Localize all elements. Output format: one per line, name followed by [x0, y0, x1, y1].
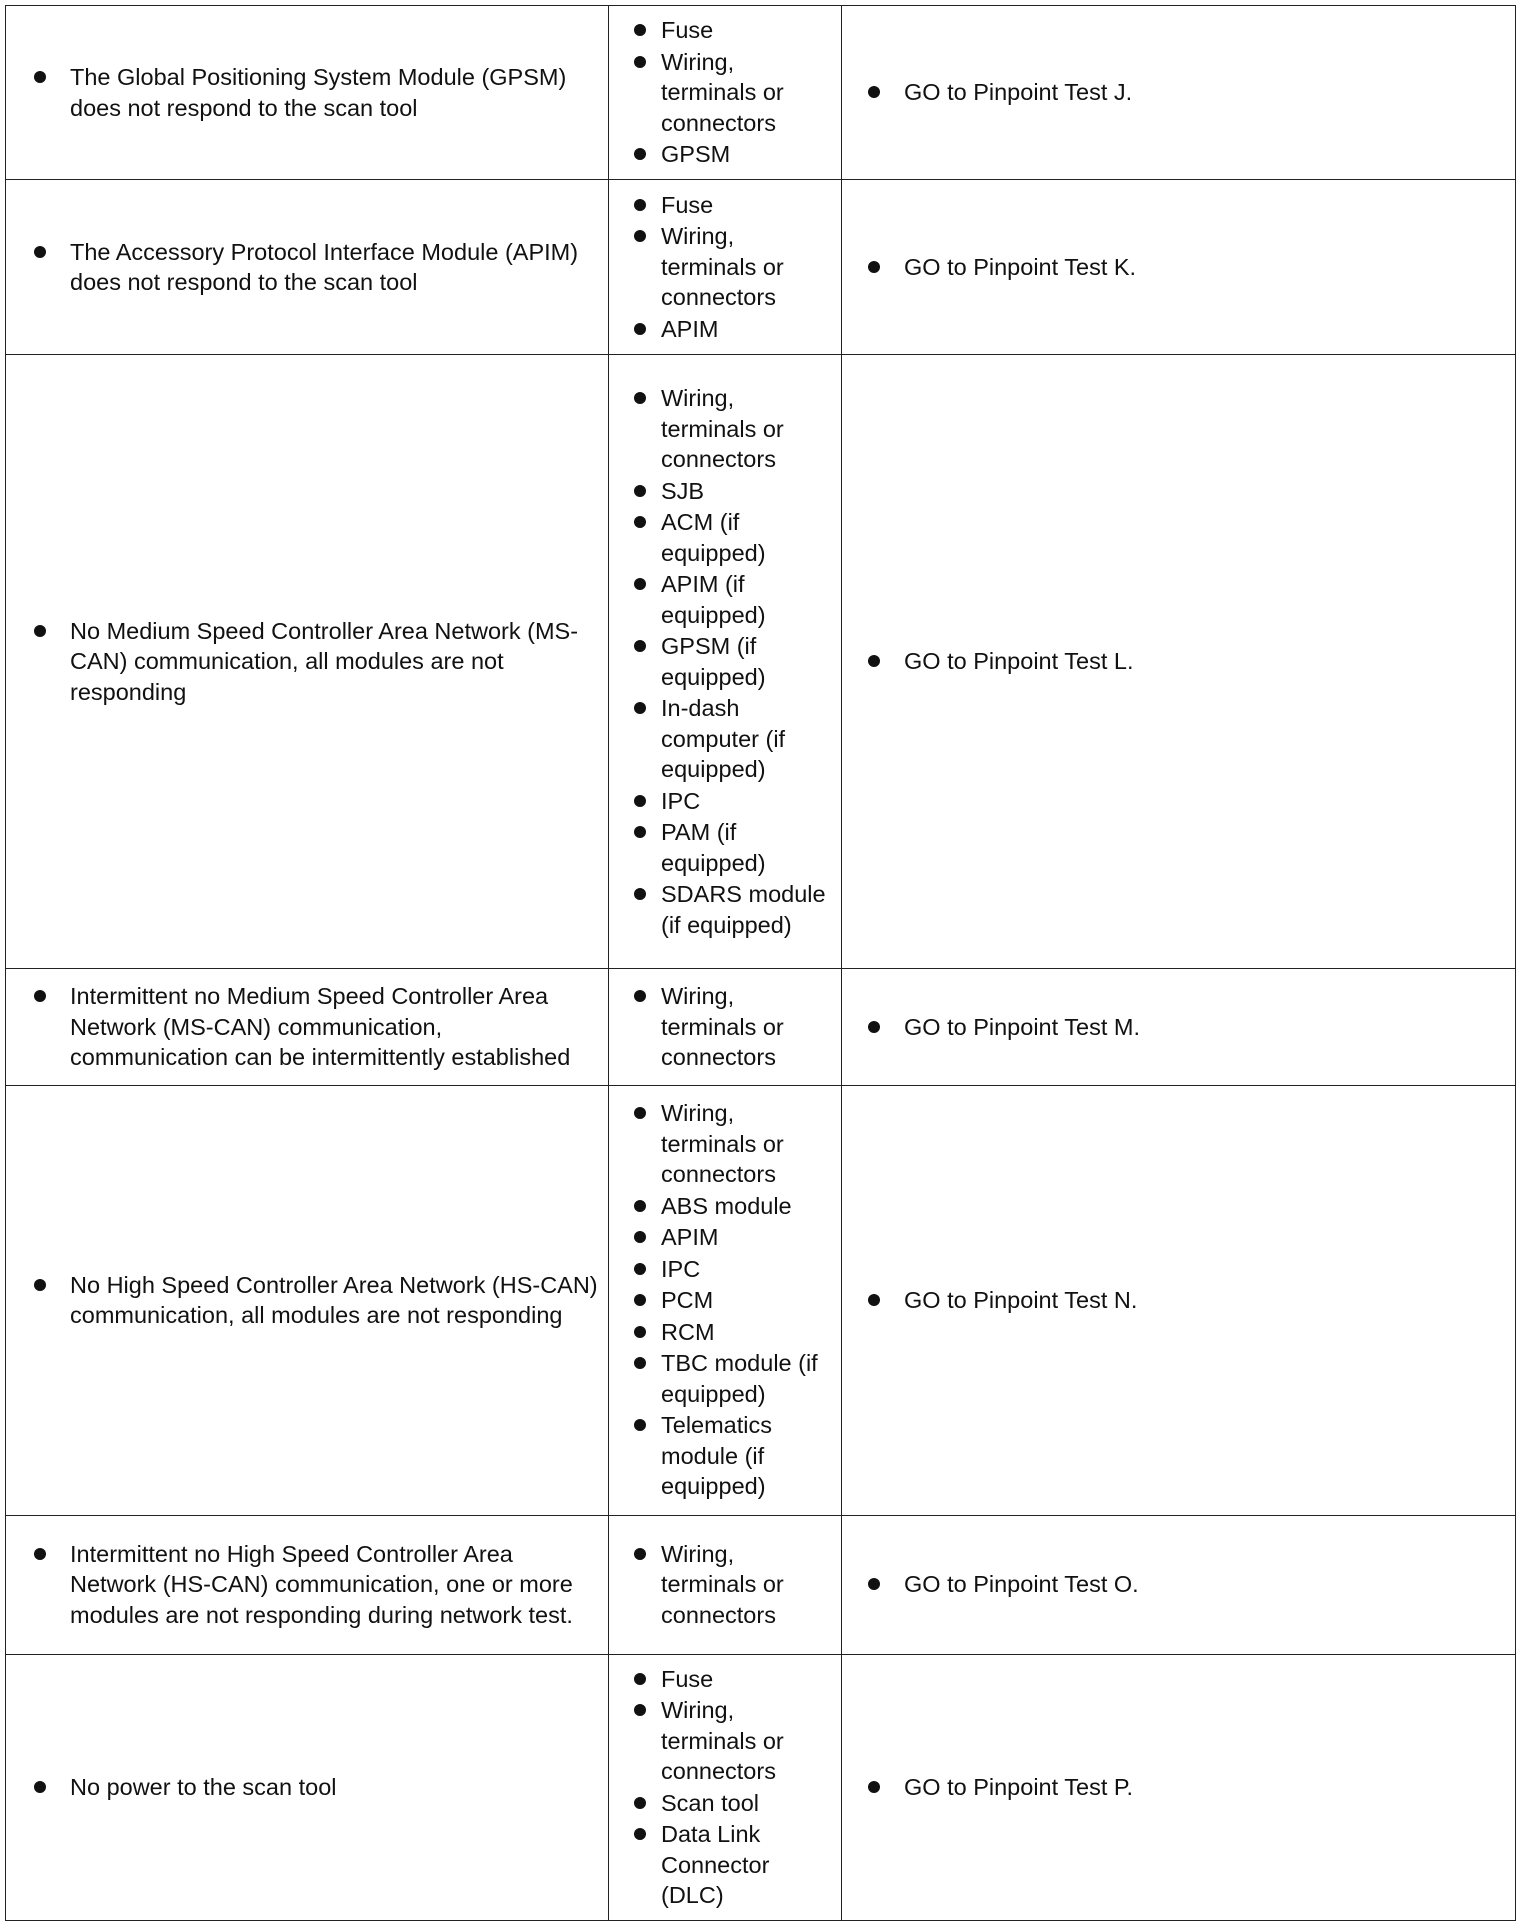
action-text: GO to Pinpoint Test L.	[868, 646, 1505, 677]
symptom-text: The Accessory Protocol Interface Module (APIM) does not respond to the scan tool	[34, 237, 600, 298]
source-item: GPSM	[634, 139, 831, 170]
source-item: ACM (if equipped)	[634, 507, 831, 568]
possible-sources-cell	[609, 1654, 842, 1920]
action-cell	[842, 1085, 1516, 1515]
action-cell	[842, 355, 1516, 969]
action-cell	[842, 1654, 1516, 1920]
action-text: GO to Pinpoint Test M.	[868, 1012, 1505, 1043]
source-item: Fuse	[634, 1664, 831, 1695]
source-item: SJB	[634, 476, 831, 507]
symptom-cell	[6, 1654, 609, 1920]
possible-sources-cell	[609, 355, 842, 969]
symptom-text: No Medium Speed Controller Area Network (MS-CAN) communication, all modules are not responding	[34, 616, 600, 708]
table-row	[6, 355, 1516, 969]
source-item: Wiring, terminals or connectors	[634, 221, 831, 313]
possible-sources-cell	[609, 969, 842, 1086]
source-item: IPC	[634, 1254, 831, 1285]
source-item: Scan tool	[634, 1788, 831, 1819]
possible-sources-cell	[609, 1085, 842, 1515]
symptom-text: No power to the scan tool	[34, 1772, 600, 1803]
source-item: Telematics module (if equipped)	[634, 1410, 831, 1502]
possible-sources-cell	[609, 1515, 842, 1654]
source-item: PCM	[634, 1285, 831, 1316]
action-cell	[842, 969, 1516, 1086]
source-item: Fuse	[634, 15, 831, 46]
table-row	[6, 1515, 1516, 1654]
table-row	[6, 6, 1516, 180]
action-text: GO to Pinpoint Test K.	[868, 252, 1505, 283]
possible-sources-cell	[609, 6, 842, 180]
source-item: PAM (if equipped)	[634, 817, 831, 878]
source-item: Wiring, terminals or connectors	[634, 1098, 831, 1190]
symptom-text: Intermittent no Medium Speed Controller Area Network (MS-CAN) communication, communication can be intermittently established	[34, 981, 600, 1073]
action-text: GO to Pinpoint Test P.	[868, 1772, 1505, 1803]
possible-sources-cell	[609, 180, 842, 355]
symptom-text: The Global Positioning System Module (GPSM) does not respond to the scan tool	[34, 62, 600, 123]
symptom-cell	[6, 1085, 609, 1515]
diagnostic-document	[5, 5, 1515, 1908]
action-cell	[842, 1515, 1516, 1654]
action-cell	[842, 6, 1516, 180]
source-item: Wiring, terminals or connectors	[634, 1539, 831, 1631]
table-row	[6, 969, 1516, 1086]
action-text: GO to Pinpoint Test O.	[868, 1569, 1505, 1600]
source-item: In-dash computer (if equipped)	[634, 693, 831, 785]
symptom-cell	[6, 6, 609, 180]
source-item: APIM	[634, 1222, 831, 1253]
source-item: Wiring, terminals or connectors	[634, 981, 831, 1073]
source-item: GPSM (if equipped)	[634, 631, 831, 692]
source-item: SDARS module (if equipped)	[634, 879, 831, 940]
source-item: Wiring, terminals or connectors	[634, 383, 831, 475]
source-item: ABS module	[634, 1191, 831, 1222]
symptom-text: Intermittent no High Speed Controller Area Network (HS-CAN) communication, one or more modules are not responding during network test.	[34, 1539, 600, 1631]
table-row	[6, 1085, 1516, 1515]
symptom-chart-table	[5, 5, 1516, 1921]
table-row	[6, 180, 1516, 355]
table-row	[6, 1654, 1516, 1920]
source-item: Wiring, terminals or connectors	[634, 47, 831, 139]
source-item: TBC module (if equipped)	[634, 1348, 831, 1409]
symptom-cell	[6, 355, 609, 969]
symptom-cell	[6, 180, 609, 355]
symptom-cell	[6, 1515, 609, 1654]
source-item: Data Link Connector (DLC)	[634, 1819, 831, 1911]
symptom-cell	[6, 969, 609, 1086]
source-item: APIM (if equipped)	[634, 569, 831, 630]
source-item: APIM	[634, 314, 831, 345]
action-cell	[842, 180, 1516, 355]
action-text: GO to Pinpoint Test J.	[868, 77, 1505, 108]
source-item: RCM	[634, 1317, 831, 1348]
source-item: IPC	[634, 786, 831, 817]
symptom-text: No High Speed Controller Area Network (HS-CAN) communication, all modules are not responding	[34, 1270, 600, 1331]
action-text: GO to Pinpoint Test N.	[868, 1285, 1505, 1316]
source-item: Fuse	[634, 190, 831, 221]
source-item: Wiring, terminals or connectors	[634, 1695, 831, 1787]
